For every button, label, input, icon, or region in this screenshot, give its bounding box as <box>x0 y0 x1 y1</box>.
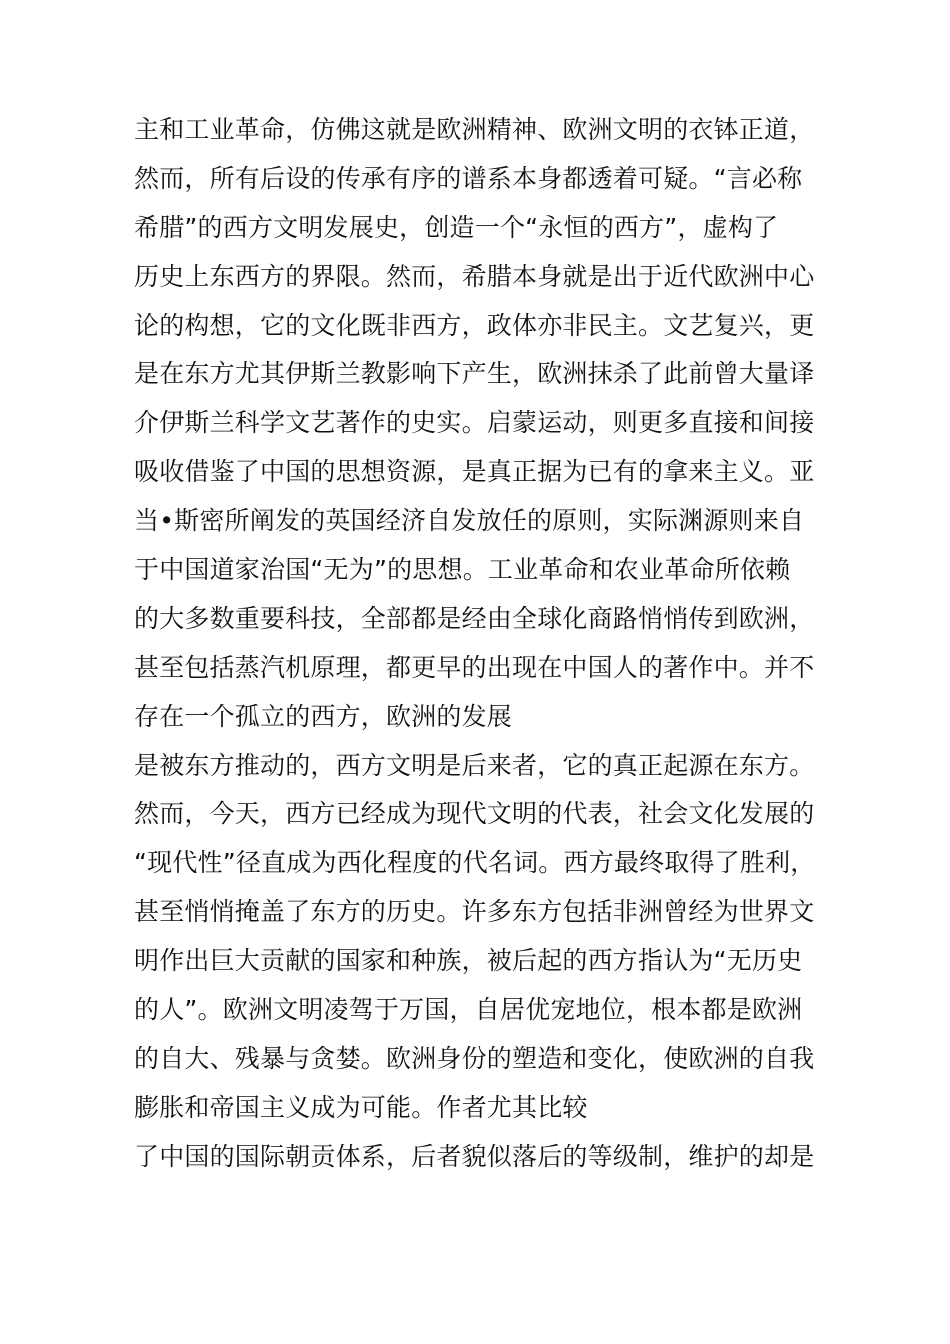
text-line: 膨胀和帝国主义成为可能。作者尤其比较 <box>134 1092 588 1122</box>
text-line: 甚至悄悄掩盖了东方的历史。许多东方包括非洲曾经为世界文 <box>134 897 815 927</box>
text-line: 了中国的国际朝贡体系，后者貌似落后的等级制，维护的却是 <box>134 1141 815 1171</box>
text-line: 主和工业革命，仿佛这就是欧洲精神、欧洲文明的衣钵正道， <box>134 115 815 144</box>
text-line: 论的构想，它的文化既非西方，政体亦非民主。文艺复兴，更 <box>134 310 815 340</box>
text-line: 的自大、残暴与贪婪。欧洲身份的塑造和变化，使欧洲的自我 <box>134 1043 815 1073</box>
text-line: 然而，今天，西方已经成为现代文明的代表，社会文化发展的 <box>134 799 815 829</box>
text-line: 存在一个孤立的西方，欧洲的发展 <box>134 701 513 731</box>
body-text <box>134 106 834 1182</box>
text-line: “现代性”径直成为西化程度的代名词。西方最终取得了胜利， <box>134 848 816 878</box>
text-line: 介伊斯兰科学文艺著作的史实。启蒙运动，则更多直接和间接 <box>134 408 815 438</box>
text-line: 当•斯密所阐发的英国经济自发放任的原则，实际渊源则来自 <box>134 506 805 536</box>
text-line: 的大多数重要科技，全部都是经由全球化商路悄悄传到欧洲， <box>134 603 815 633</box>
text-line: 甚至包括蒸汽机原理，都更早的出现在中国人的著作中。并不 <box>134 652 815 682</box>
text-line: 吸收借鉴了中国的思想资源，是真正据为已有的拿来主义。亚 <box>134 457 815 487</box>
text-line: 于中国道家治国“无为”的思想。工业革命和农业革命所依赖 <box>134 555 791 585</box>
text-line: 的人”。欧洲文明凌驾于万国，自居优宠地位，根本都是欧洲 <box>134 995 803 1025</box>
text-line: 是在东方尤其伊斯兰教影响下产生，欧洲抹杀了此前曾大量译 <box>134 359 815 389</box>
text-line: 然而，所有后设的传承有序的谱系本身都透着可疑。“言必称 <box>134 163 803 193</box>
text-line: 希腊”的西方文明发展史，创造一个“永恒的西方”，虚构了 <box>134 212 779 242</box>
text-line: 历史上东西方的界限。然而，希腊本身就是出于近代欧洲中心 <box>134 261 815 291</box>
text-line: 明作出巨大贡献的国家和种族，被后起的西方指认为“无历史 <box>134 946 803 976</box>
text-line: 是被东方推动的，西方文明是后来者，它的真正起源在东方。 <box>134 750 815 780</box>
